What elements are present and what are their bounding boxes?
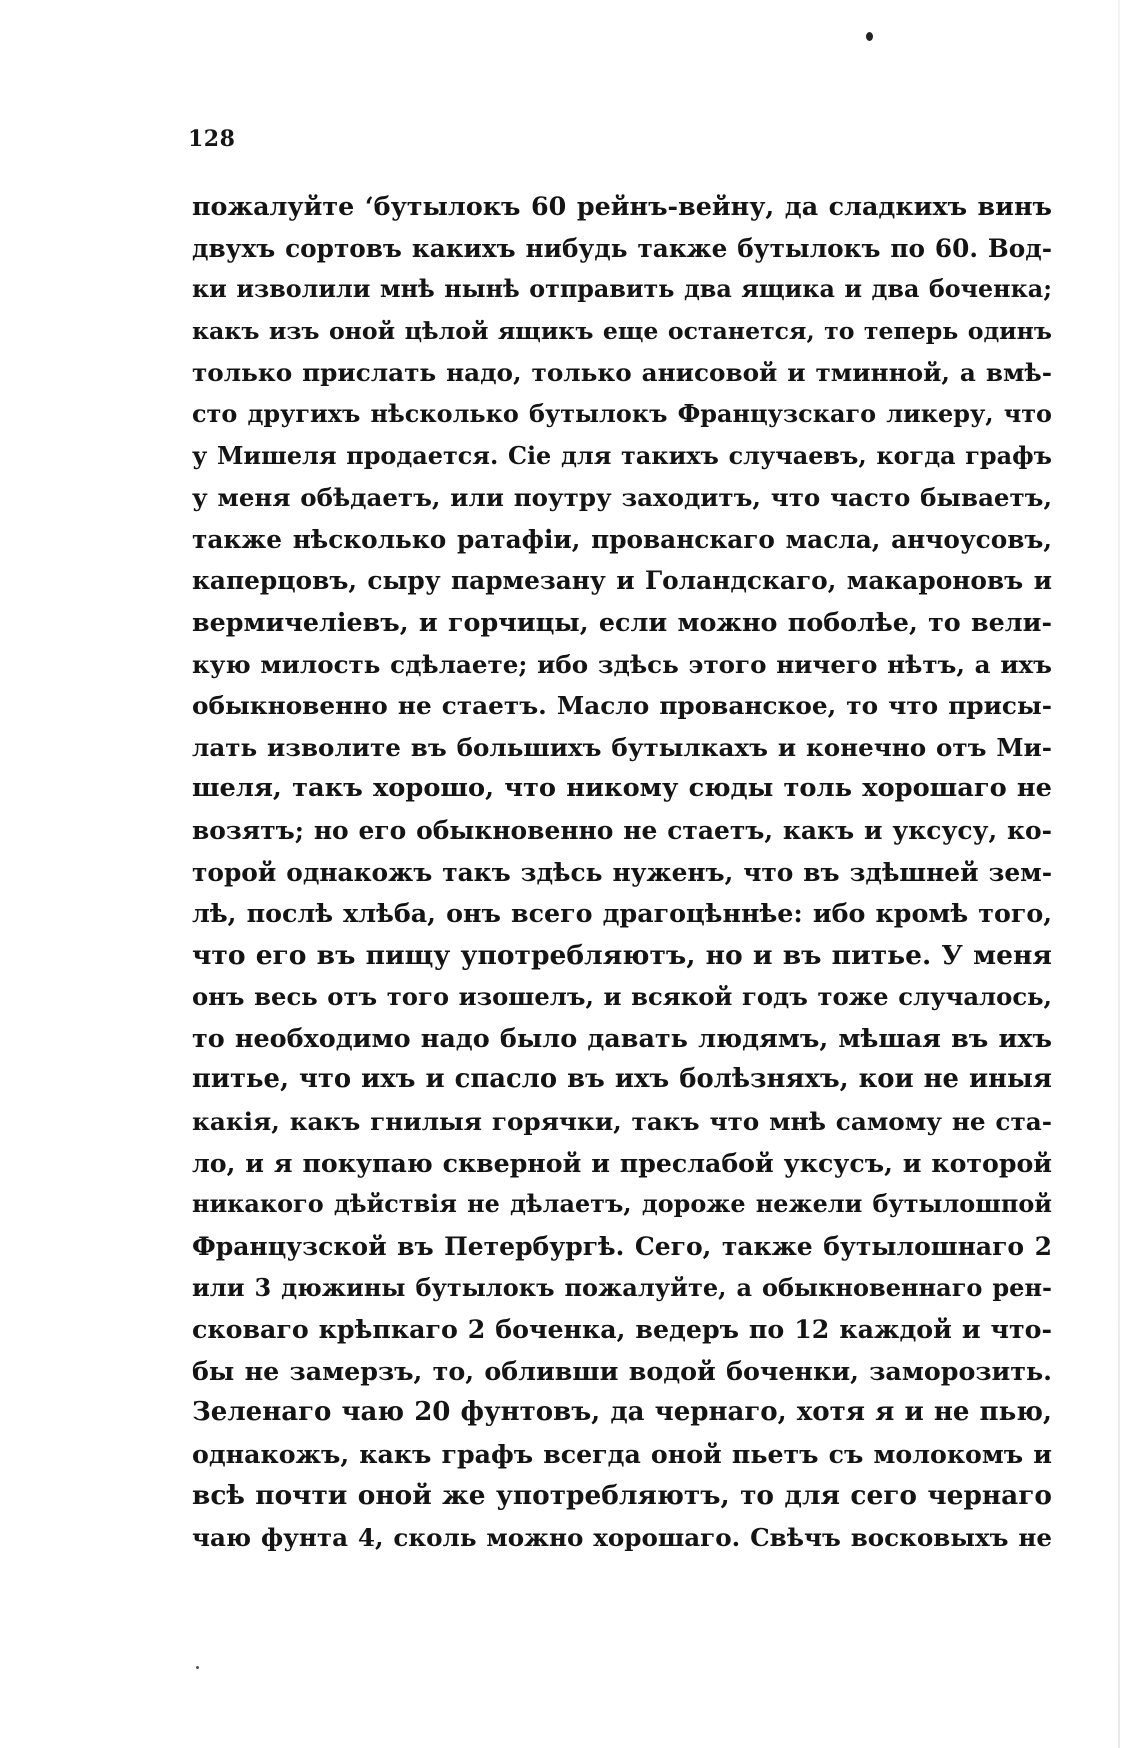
text-line: кую милость сдѣлаете; ибо здѣсь этого ничего нѣтъ, а ихъ (192, 649, 1052, 679)
text-line: Французской въ Петербургѣ. Сего, также бутылошнаго 2 (192, 1231, 1052, 1261)
text-line: у меня обѣдаетъ, или поутру заходитъ, что часто бываетъ, (192, 483, 1052, 513)
ink-speck (866, 32, 873, 41)
text-line: питье, что ихъ и спасло въ ихъ болѣзняхъ, кои не иныя (192, 1064, 1052, 1095)
text-line: также нѣсколько ратафіи, прованскаго масла, анчоусовъ, (192, 524, 1052, 554)
text-line: всѣ почти оной же употребляютъ, то для сего чернаго (192, 1480, 1052, 1512)
text-line: то необходимо надо было давать людямъ, мѣшая въ ихъ (192, 1022, 1052, 1053)
text-line: вермичеліевъ, и горчицы, если можно поболѣе, то вели- (192, 606, 1052, 637)
text-line: только прислать надо, только анисовой и тминной, а вмѣ- (192, 358, 1052, 388)
text-line: лѣ, послѣ хлѣба, онъ всего драгоцѣннѣе: ибо кромѣ того, (192, 898, 1052, 929)
text-line: никакого дѣйствія не дѣлаетъ, дороже нежели бутылошпой (192, 1190, 1052, 1219)
body-text (192, 186, 1052, 1559)
text-line: пожалуйте ‘бутылокъ 60 рейнъ-вейну, да сладкихъ винъ (192, 191, 1052, 221)
text-line: бы не замерзъ, то, обливши водой боченки, заморозить. (192, 1355, 1052, 1386)
text-line: сто другихъ нѣсколько бутылокъ Французскаго ликеру, что (192, 399, 1052, 428)
page-edge-shadow (1118, 0, 1120, 1748)
text-line: Зеленаго чаю 20 фунтовъ, да чернаго, хотя я и не пью, (192, 1397, 1052, 1428)
text-line: возятъ; но его обыкновенно не стаетъ, какъ и уксусу, ко- (192, 815, 1052, 845)
text-line: ки изволили мнѣ нынѣ отправить два ящика и два боченка; (192, 275, 1052, 304)
text-line: что его въ пищу употребляютъ, но и въ питье. У меня (192, 939, 1052, 971)
text-line: или 3 дюжины бутылокъ пожалуйте, а обыкновеннаго рен- (192, 1273, 1052, 1303)
text-line: каперцовъ, сыру пармезану и Голандскаго, макароновъ и (192, 566, 1052, 596)
text-line: какія, какъ гнилыя горячки, такъ что мнѣ самому не ста- (192, 1107, 1052, 1137)
text-line: сковаго крѣпкаго 2 боченка, ведеръ по 12 каждой и что- (192, 1314, 1052, 1345)
text-line: какъ изъ оной цѣлой ящикъ еще останется, то теперь одинъ (192, 316, 1052, 345)
text-line: торой однакожъ такъ здѣсь нуженъ, что въ здѣшней зем- (192, 857, 1052, 887)
text-line: шеля, такъ хорошо, что никому сюды толь хорошаго не (192, 773, 1052, 804)
ink-speck-small (196, 1666, 199, 1669)
page-number: 128 (188, 126, 236, 152)
text-line: чаю фунта 4, сколь можно хорошаго. Свѣчъ восковыхъ не (192, 1523, 1052, 1552)
text-line: двухъ сортовъ какихъ нибудь также бутылокъ по 60. Вод- (192, 233, 1052, 263)
text-line: у Мишеля продается. Сіе для такихъ случаевъ, когда графъ (192, 441, 1052, 470)
text-line: онъ весь отъ того изошелъ, и всякой годъ тоже случалось, (192, 982, 1052, 1012)
text-line: лать изволите въ большихъ бутылкахъ и конечно отъ Ми- (192, 732, 1052, 762)
text-line: обыкновенно не стаетъ. Масло прованское, то что присы- (192, 691, 1052, 721)
text-line: однакожъ, какъ графъ всегда оной пьетъ съ молокомъ и (192, 1438, 1052, 1469)
text-line: ло, и я покупаю скверной и преслабой уксусъ, и которой (192, 1147, 1052, 1178)
